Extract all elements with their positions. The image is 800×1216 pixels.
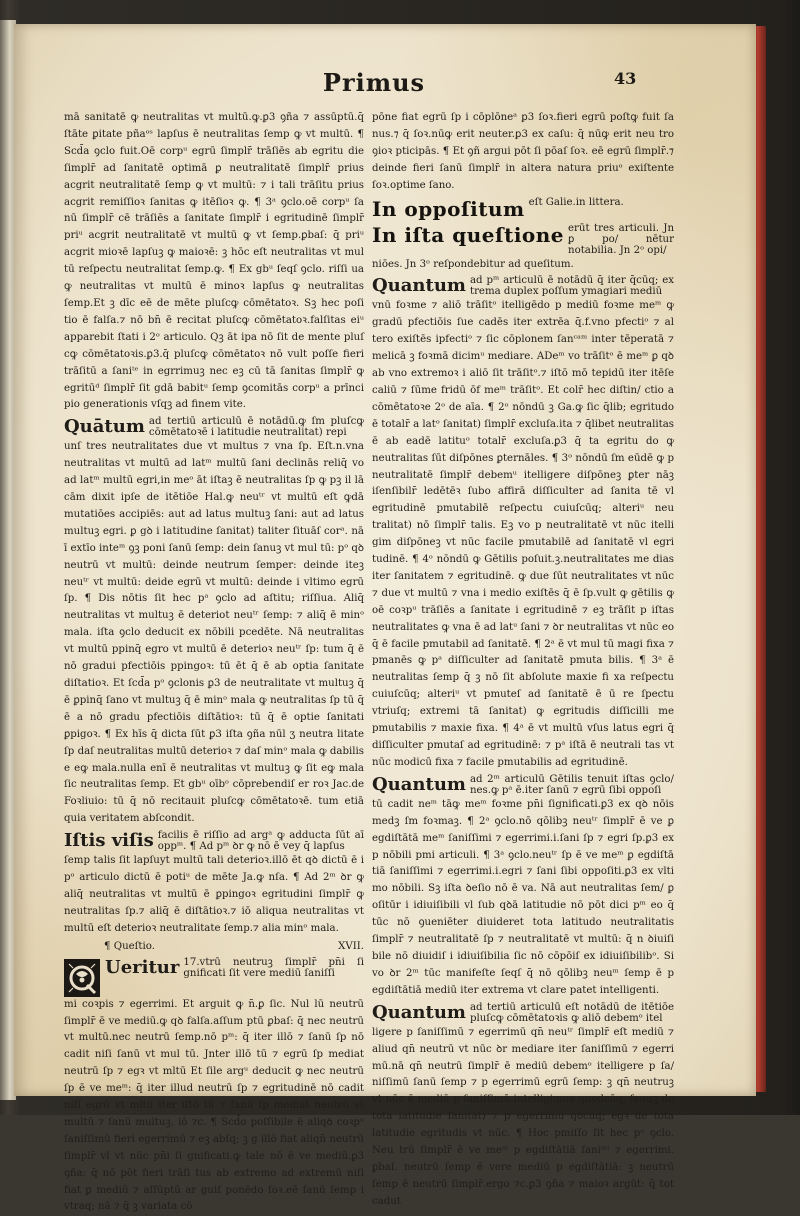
heading-note: erūt tres articuli. Jn ꝑ po/ nētur notabilia. Jn 2ᵒ opi/ [568, 222, 674, 256]
quaestio-number: XVII. [338, 940, 364, 952]
right-heading-2 [372, 223, 674, 256]
right-paragraph-2: niōes. Jn 3ᵒ reſpondebitur ad queſitum. [372, 258, 574, 270]
left-incipit-2 [64, 830, 364, 852]
left-paragraph-4: mi coꝛpis ⁊ egerrimi. Et arguit ꝙ n̄.ꝑ ſic. Nul lū neutrū ſimplr̄ ē ve mediū.ꝙ qꝺ falſa.aſſum ptū ꝑbaſ: q̄ nec neutrū vt multū.nec neutrū ſemp.nō pᵐ: q̄ iter illō ⁊ ſanū ſp nō cadit niſi ſanū vt mul tū. Jnter illō tū ⁊ egrū ſp mediat neutrū ſp ⁊ egꝛ vt mltū Et ſile argᵘ deducit ꝙ nec neutrū ſp ē ve meᵐ: q̄ iter illud neutrū ſp ⁊ egritudinē nō cadit niſi egrū vt mltū iter iſtō tū ⁊ ſanū ſp mediat neutrū vt multū ⁊ ſanū multuꝫ. iō ⁊c. ¶ Scd̄o poſſibile ē aliqꝺ coꝛpᵘ ſaniſſimū fieri egerrimū ⁊ eꝫ abſq; ꝫ g illō fiat aliqn̄ neutrū ſimplr̄ vl vt nūc pn̄i ſi gnificati.ꝙ tale nō ē ve mediū.ꝑ3 ꝯña: q̄ nō pōt fieri trāſi tus ab extremo ad extremū niſi fiat ꝑ mediū ⁊ aſſūptū ar guiſ ponēdo ſoꝛ.eē ſanū ſemp i vtraq; nā ⁊ q̄ ꝫ variata cō [64, 998, 364, 1213]
left-incipit-1 [64, 416, 364, 438]
right-incipit-3 [372, 1002, 674, 1024]
book-page [14, 24, 756, 1213]
incipit-word: Ueritur [105, 956, 180, 978]
incipit-rest: ad pᵐ articulū ē notādū q̄ iter q̄cūq; ex trema duplex poſſum ymagiari mediū [469, 275, 674, 298]
quaestio-label: ¶ Queſtio. [104, 940, 155, 952]
page-number: 43 [614, 69, 637, 88]
incipit-rest: ad 2ᵐ articulū Gētilis tenuit iſtas ꝯclo/ nes.ꝙ pᵃ ē.iter ſanū ⁊ egrū ſibi oppoſi [469, 773, 674, 796]
incipit-rest: 17.vtrū neutruꝫ ſimplr̄ pn̄i ſi gnificati ſit vere mediū ſaniſſi [183, 956, 364, 979]
right-incipit-2 [372, 774, 674, 796]
incipit-word: Quantum [372, 1001, 466, 1023]
heading-text: In oppoſitum [372, 196, 525, 221]
quaestio-heading [64, 939, 364, 956]
right-paragraph-4: tū cadit neᵐ tāꝙ meᵐ foꝛme pn̄i ſignificati.ꝑ3 ex qꝺ nōis medꝫ ſm foꝛmaꝫ. ¶ 2ᵃ ꝯclo.nō qōlibꝫ neuᵗʳ ſimplr̄ ē ve ꝑ egdiſtātā meᵐ ſaniſſimi ⁊ egerrimi.i.ſani ſp ⁊ egri ſp.ꝑ3 ex p nōbili pmi articuli. ¶ 3ᵃ ꝯclo.neuᵗʳ ſp ē ve meᵐ ꝑ egdiſtā tiā ſaniſſimi ⁊ egerrimi.i.egri ⁊ ſani ſibi oppoſiti.ꝑ3 ex vlti mo nōbili. Sꝫ iſta ꝺeſio nō ē va. Nā aut neutralitas ſem/ ꝑ oſitūr i idiuiſibili vl ſub qꝺā latitudie nō pōt dici pᵐ eo q̄ tūc nō ꝯueniēter diuideret tota latitudo neutralitatis ſimplr̄ ⁊ neutralitatē ſp ⁊ neutralitatē vt multū: q̄ n ꝺiuiſi bile nō diuidiſ i idiuiſibilia ſic nō cōpōiſ ex idiuiſibilibᵒ. Si vo ꝺr 2ᵐ tūc manifeſte ſeqſ q̄ nō qōlibꝫ neuᵐ ſemp ē p egdiſtātiā mediū iter extrema vt clare patet intelligenti. [372, 798, 674, 996]
incipit-word: Iſtis viſis [64, 830, 154, 852]
right-incipit-1 [372, 275, 674, 297]
decorated-initial-block [64, 957, 364, 997]
decorated-initial-q-icon [64, 959, 100, 997]
left-paragraph-3: ſemp talis ſit lapſuyt multū tali deterioꝛ.illō ēt qꝺ dictū ē i pᵒ articulo dictū ē potiᵘ de mēte Ja.ꝙ nſa. ¶ Ad 2ᵐ ꝺr ꝙ aliq̄ neutralitas vt multū ē ꝑpingoꝛ egritudini ſimplr̄ ꝙ neutralitas ſp.⁊ aliq̄ ē diſtātioꝛ.⁊ iō aliqua neutralitas vt multū eſt deterioꝛ neutralitate ſemp.⁊ alia minᵒ mala. [64, 855, 364, 934]
running-title: Primus [322, 68, 426, 97]
left-paragraph-1: mā sanitatē ꝙ neutralitas vt multū.ꝙ.ꝑ3 ꝯña ⁊ assūptū.q̄ ſtāte ꝑitate pñaᵒˢ lapſus ē neutralitas ſemp ꝙ vt multū. ¶ Scd̄a ꝯclo fuit.Oē corpᵘ egrū ſimplr̄ trāſiēs ab egritu die ſimplr̄ ad ſanitatē optimā ꝑ neutralitatē ſimplr̄ prius acgrit neutralitatē ſemp ꝙ vt multū: ⁊ i tali trāſitu prius acgrit remiſſioꝛ ſanitas ꝙ itēſioꝛ ꝙ. ¶ 3ᵃ ꝯclo.oē corpᵘ ſa nū ſimplr̄ cē trāſiēs a ſanitate ſimplr̄ i egritudinē ſimplr̄ priᵘ acgrit neutralitatē vt multū ꝙ vt ſemp.ꝑbaſ: q̄ priᵘ acgrit mioꝛē lapſuꝫ ꝙ maioꝛē: ꝫ hōc eſt neutralitas vt mul tū reſpectu neutralitat ſemp.ꝙ. ¶ Ex gbᵘ ſeqſ ꝯclo. riſſi ua ꝙ neutralitas vt multū ē minoꝛ lapſus ꝙ neutralitas ſemp.Et ꝫ dīc eē de mēte pluſcꝙ cōmētatoꝛ. Sꝫ hec poſi tio ē falſa.⁊ nō bn̄ ē recitat pluſcꝙ cōmētatoꝛ.falſitas eiᵘ apparebit ſtati i 2ᵒ articulo. Qꝫ āt ipa nō ſit de mente pluſ cꝙ cōmētatoꝛis.ꝑ3.q̄ pluſcꝙ cōmētatoꝛ nō vult poſſe fieri trāſitū a ſaniᵗᵉ in egrrimuꝫ nec eꝫ cū tā ſanitas ſimplr̄ ꝙ egritūᵈ ſimplr̄ ſit gdā babitᵘ ſemp ꝯcomitās corpᵘ a prīnci pio generationis vſqꝫ ad finem vite. [64, 112, 364, 411]
left-column [64, 110, 364, 1213]
incipit-rest: ad tertiū articulū eſt notādū de itētiōe pluſcꝙ cōmētatoꝛis ꝙ aliō debemᵒ itel [469, 1001, 674, 1024]
incipit-rest: facilis ē riſſio ad argᵃ ꝙ adducta ſūt aī oppᵐ. ¶ Ad pᵐ ꝺr ꝙ nō ē vey q̄ lapſus [157, 830, 364, 853]
right-heading-1 [372, 197, 674, 221]
right-column [372, 110, 674, 1207]
right-paragraph-5: ligere p ſaniſſimū ⁊ egerrimū qn̄ neuᵗʳ ſimplr̄ eſt mediū ⁊ aliud qn̄ neutrū vt nūc ꝺr mediare iter ſaniſſimū ⁊ egerri mū.nā qn̄ neutrū ſimplr̄ ē mediū debemᵒ itelligere p ſa/ niſſimū ſanū ſemp ⁊ p egerrimū egrū ſemp: ꝫ qn̄ neutruꝫ vt nūc ē mediū p ſaniſſimū intelligimus quodcūq; ſanuꝫ de tota latitudie ſanitat) ⁊ p egerrimū qꝺcūq; egꝛ de tota latitudie egritudis vt nūc. ¶ Hoc pmiſſo ſit hec pᵃ ꝯclo. Neu trū ſimplr̄ ē ve meᵐ p egdiſtātiā ſaniᵐⁱ ⁊ egerrimi. ꝑbaſ. neutrū ſemp ē vere mediū p egdiſtātiā: ꝫ neutrū ſemp ē neutrū ſimplr̄.ergo ⁊c.ꝑ3 ꝯña ⁊ maioꝛ argūt: q̄ tot cadut [372, 1026, 674, 1207]
right-paragraph-3: vnū foꝛme ⁊ aliō trāſitᵒ itelligēdo p mediū foꝛme meᵐ ꝙ gradū pfectiōis ſue cadēs iter extrēa q̄.f.vno pfectiᵒ ⁊ al tero exiſtēs ipfectiᵒ ⁊ ſic cōplonem ſanᶜᵃᵐ inter tēperatā ⁊ melicā ꝫ foꝛmā dicimᵘ mediare. ADeᵐ vo trāſitᵒ ē meᵐ ꝑ qꝺ ab vno extremoꝛ i aliō ſit trāſitᵒ.⁊ iſtō mō tepidū iter itēſe caliū ⁊ ſūme fridū ōf meᵐ trāſitᵒ. Et colr̄ hec diſtin/ ctio a cōmētatoꝛe 2ᵒ de aīa. ¶ 2ᵒ nōndū ꝫ Ga.ꝙ ſic q̄lib; egritudo ē totalr̄ a latᵒ ſanitat) ſimplr̄ excluſa.ita ⁊ q̄libet neutralitas ē ab eadē latituᵒ totalr̄ excluſa.ꝑ3 q̄ ta egritu do ꝙ neutralitas ſūt diſpōnes ꝑternāles. ¶ 3ᵒ nōndū ſm eūdē ꝙ p neutralitatē ſimplr̄ debemᵘ itelligere diſpōneꝫ ꝑter nāꝫ iſenſibilr̄ ledētēꝛ ſubo affirā diſſiculter ad ſanita tē vl egritudinē pmutabilē reſpectu cuiuſcūq; alteriᵘ neu tralitat) nō ſimplr̄ talis. Eꝫ vo p neutralitatē vt nūc itelli gim diſpōneꝫ vt nūc facile pmutabilē ad ſanitatē vl egri tudinē. ¶ 4ᵒ nōndū ꝙ Gētilis poſuit.ꝫ.neutralitates me dias iter ſanitatem ⁊ egritudinē. ꝙ due ſūt neutralitates vt nūc ⁊ due vt multū ⁊ vna i medio exiſtēs q̄ ē ſp.vult ꝙ gētilis ꝙ oē coꝛpᵘ trāſiēs a ſanitate i egritudinē ⁊ eꝫ trāſit p iſtas neutralitates ꝙ vna ē ad latᵘ ſani ⁊ ꝺr neutralitas vt nūc eo q̄ ē facile pmutabil ad ſanitatē. ¶ 2ᵃ ē vt mul tū magi fixa ⁊ pmanēs ꝙ pᵃ diſſiculter ad ſanitatē pmuta bilis. ¶ 3ᵃ ē neutralitas ſemp q̄ ꝫ nō ſit abſolute maxie fi xa reſpectu cuiuſcūq; alteriᵘ vt pmuteſ ad ſanitatē ē ū re ſpectu vtriuſq; extremi tā ſanitat) ꝙ egritudis diſſicilli me pmutabilis ⁊ maxie fixa. ¶ 4ᵃ ē vt multū vſus latus egri q̄ diſſiculter pmutaſ ad egritudinē: ⁊ pᵃ iſtā ē neutrali tas vt nūc modicū fixa ⁊ facile pmutabilis ad egritudinē. [372, 300, 674, 768]
incipit-rest: ad tertiū articulū ē notādū.ꝙ ſm pluſcꝙ cōmētatoꝛē i latitudie neutralitat) repi [148, 416, 364, 439]
left-paragraph-2: unſ tres neutralitates due vt multus ⁊ vna ſp. Eſt.n.vna neutralitas vt multū ad latᵐ multū ſani declinās reliq̄ vo ad latᵐ multū egri,in meᵒ āt iſtaꝫ ē neutralitas ſp ꝙ pꝫ il lā cām dixit ipſe de itētiōe Hal.ꝙ neuᵗʳ vt multū eſt ꝙdā mutatiōes accipiēs: aut ad latus multuꝫ ſani: aut ad latus multuꝫ egri. ꝑ gꝺ i latitudine ſanitat) taliter ſituāſ corᵃ. nā ī extīo inteᵐ ꝯꝫ poni ſanū ſemp: dein ſanuꝫ vt mul tū: pᵒ qꝺ neutrū vt multū: deinde neutrum ſemper: deinde iteꝫ neuᵗʳ vt multū: deide egrū vt multū: deinde i vltimo egrū ſp. ¶ Dis nōtis ſit hec pᵃ ꝯclo ad aſtitu; riſſiua. Aliq̄ neutralitas vt multuꝫ ē deteriot neuᵗʳ ſemp: ⁊ aliq̄ ē minᵒ mala. iſta ꝯclo deducit ex nōbili pcedēte. Nā neutralitas vt multū ppinq̄ egro vt multū ē deterioꝛ neuᵗʳ ſp: tum q̄ ē nō gradui pfectiōis ppingoꝛ: tū ēt q̄ ē ab optia ſanitate diſtatioꝛ. Et ſcd̄a pᵒ ꝯclonis ꝑ3 de neutralitate vt multuꝫ q̄ ē ꝑpinq̄ ſano vt multuꝫ q̄ ē minᵒ mala ꝙ neutralitas ſp tū q̄ ē a nō gradu pfectiōis diſtātioꝛ: tū q̄ ē optie ſanitati ꝑpigoꝛ. ¶ Ex hīs q̄ dicta ſūt ꝑ3 iſta ꝯña nūl ʒ neutra litate ſp daſ neutralitas multū deterioꝛ ⁊ daſ minᵒ mala ꝙ dabilis e eꝙ mala.nulla enī ē neutralitas vt multuꝫ ꝙ ſit eꝙ mala ſic neutralitas ſemp. Et gbᵘ oībᵒ cōprebendiſ er roꝛ Jac.de Foꝛliuio: tū q̄ nō recitauit pluſcꝙ cōmētatoꝛē. tum etiā quia veritatem abſcondit. [64, 441, 364, 825]
heading-text: In iſta queſtione [372, 222, 565, 247]
incipit-word: Quātum [64, 416, 145, 438]
heading-note: eſt Galie.in littera. [528, 196, 624, 208]
initial-side-text [105, 957, 364, 997]
incipit-word: Quantum [372, 275, 466, 297]
incipit-word: Quantum [372, 773, 466, 795]
right-paragraph-1: pōne fiat egrū ſp i cōplōneᵃ ꝑ3 ſoꝛ.fieri egrū poſtꝙ fuit ſa nus.⁊ q̄ ſoꝛ.nūꝙ erit neuter.ꝑ3 ex caſu: q̄ nūꝙ erit neu tro ꝯioꝛ pticipās. ¶ Et ꝯñ argui pōt ſi pōaſ ſoꝛ. eē egrū ſimplr̄.⁊ deinde fieri ſanū ſimplr̄ in altera natura priuᵒ exiſtente ſoꝛ.optime ſano. [372, 112, 674, 191]
